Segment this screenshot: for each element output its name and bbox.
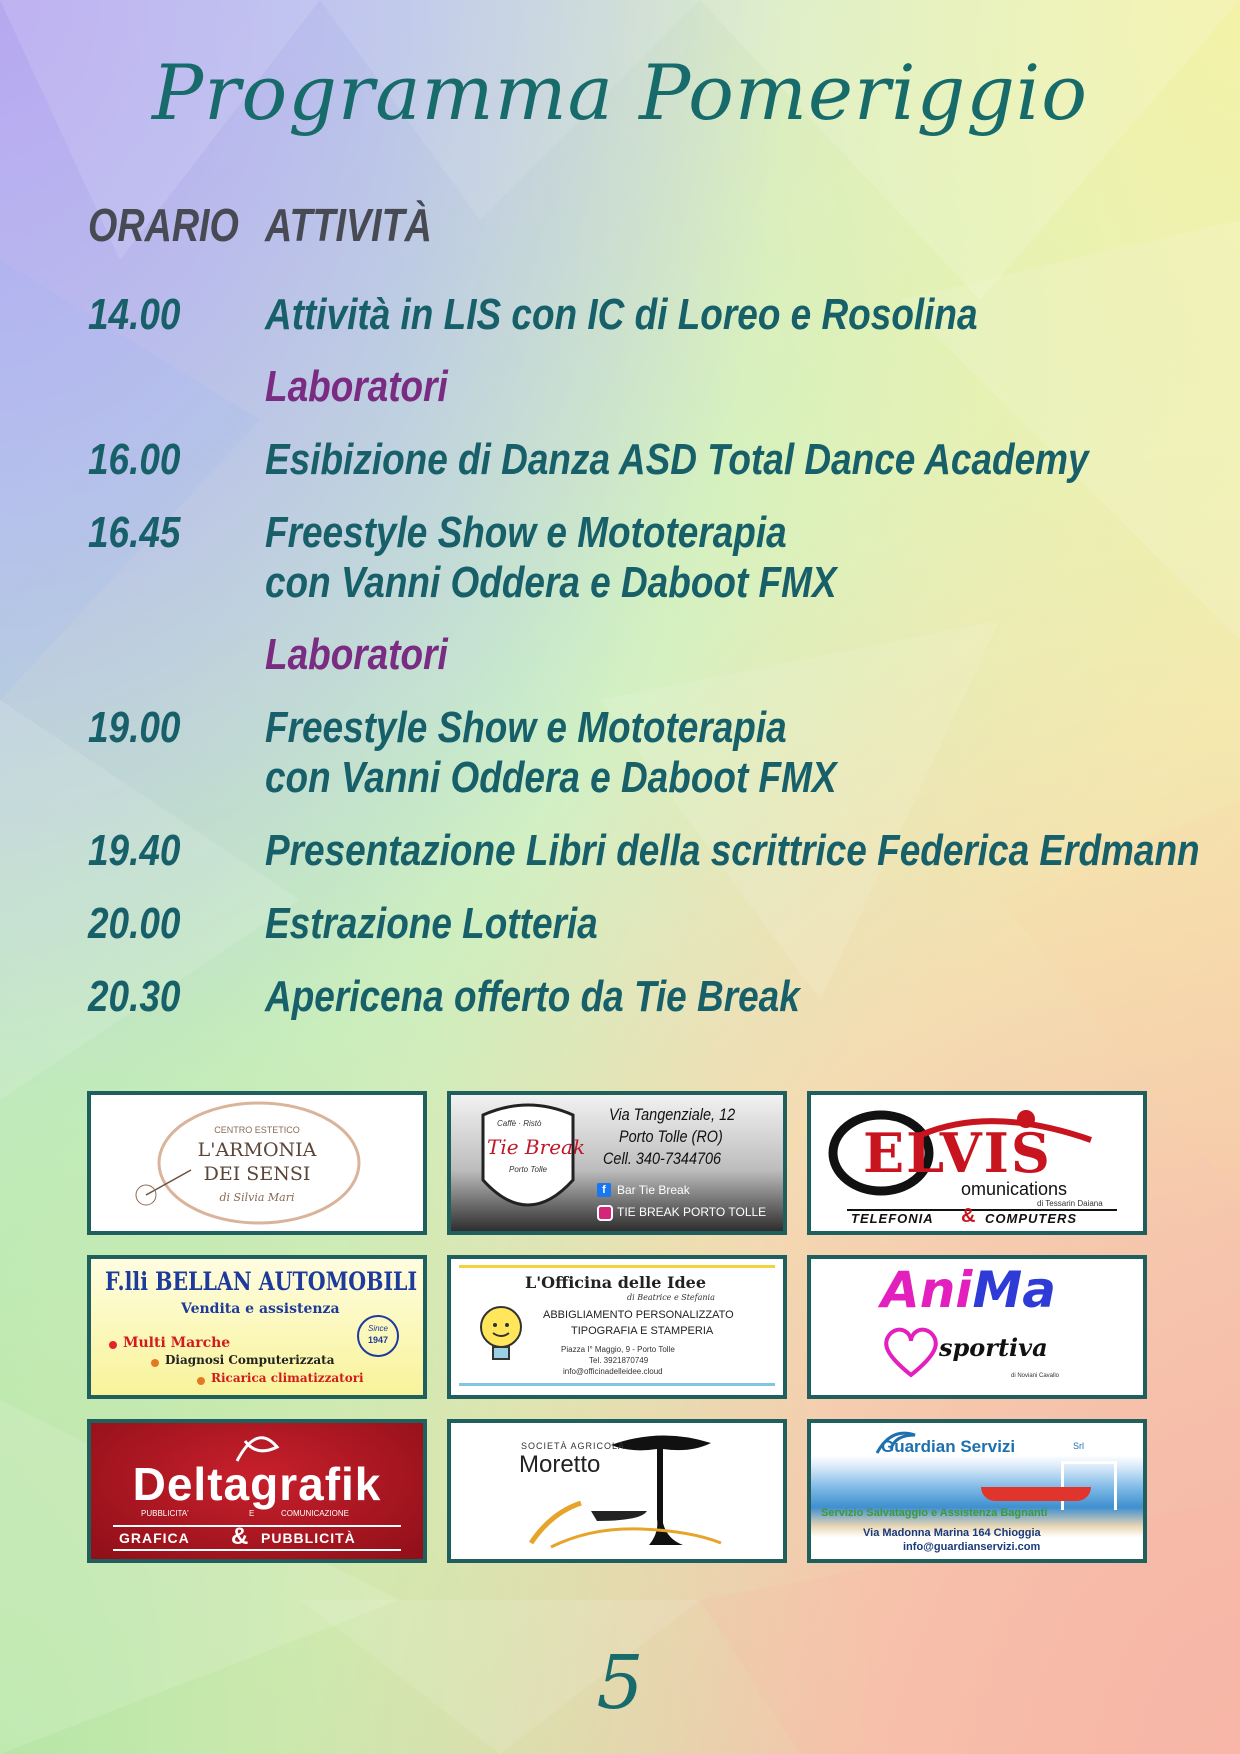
schedule-time: 20.00 — [88, 899, 181, 948]
officina-address: Piazza I° Maggio, 9 - Porto Tolle — [561, 1345, 675, 1354]
sponsor-anima-sportiva — [807, 1255, 1147, 1399]
bellan-line3: Ricarica climatizzatori — [211, 1371, 364, 1385]
moretto-name: Moretto — [519, 1451, 601, 1478]
bellan-line1: Multi Marche — [123, 1335, 231, 1351]
officina-owners: di Beatrice e Stefania — [627, 1293, 715, 1302]
deltagrafik-line1: PUBBLICITA' — [141, 1509, 189, 1518]
schedule-activity: Attività in LIS con IC di Loreo e Rosolina — [265, 290, 978, 339]
heart-icon — [881, 1325, 941, 1379]
schedule-activity: Freestyle Show e Mototerapia — [265, 508, 787, 557]
sponsor-guardian-servizi — [807, 1419, 1147, 1563]
armonia-line1: L'ARMONIA — [197, 1139, 317, 1161]
guardian-name: Guardian Servizi — [881, 1437, 1016, 1456]
elvis-logo: ELVIS — [863, 1121, 1052, 1185]
deltagrafik-bar — [113, 1525, 401, 1551]
armonia-small: CENTRO ESTETICO — [214, 1125, 300, 1135]
deltagrafik-e: E — [249, 1509, 255, 1518]
page-title: Programma Pomeriggio — [152, 48, 1088, 137]
elvis-telefonia: TELEFONIA — [851, 1211, 934, 1226]
sponsor-bellan-automobili — [87, 1255, 427, 1399]
lightbulb-icon — [471, 1299, 531, 1369]
deltagrafik-line2: COMUNICAZIONE — [281, 1509, 349, 1518]
sponsor-elvis-comunications — [807, 1091, 1147, 1235]
bellan-line2: Diagnosi Computerizzata — [165, 1353, 335, 1367]
anima-logo-part2: Ma — [972, 1261, 1056, 1319]
guardian-srl: Srl — [1073, 1441, 1084, 1451]
schedule-time: 20.30 — [88, 972, 181, 1021]
facebook-icon: f — [597, 1183, 611, 1197]
officina-line1: ABBIGLIAMENTO PERSONALIZZATO — [543, 1309, 734, 1321]
guardian-tagline: Servizio Salvataggio e Assistenza Bagnanti — [821, 1507, 1048, 1519]
schedule-time: 19.40 — [88, 826, 181, 875]
schedule-time: 16.45 — [88, 508, 181, 557]
moretto-top: SOCIETÀ AGRICOLA — [521, 1441, 626, 1451]
deltagrafik-grafica: GRAFICA — [119, 1530, 190, 1546]
sponsor-grid — [87, 1091, 1153, 1569]
anima-owner: di Noviani Cavallo — [1011, 1373, 1060, 1379]
schedule-time: 16.00 — [88, 435, 181, 484]
officina-line2: TIPOGRAFIA E STAMPERIA — [571, 1325, 714, 1337]
officina-phone: Tel. 3921870749 — [589, 1356, 649, 1365]
lifeguard-tower-icon — [1061, 1461, 1117, 1510]
tie-break-phone: Cell. 340-7344706 — [603, 1149, 722, 1168]
tie-break-logo-top: Caffè · Ristò — [497, 1119, 542, 1128]
officina-top-bar — [459, 1265, 775, 1268]
deltagrafik-ampersand: & — [231, 1523, 249, 1550]
elvis-computers: COMPUTERS — [985, 1211, 1078, 1226]
armonia-line2: DEI SENSI — [203, 1163, 311, 1185]
tie-break-address2: Porto Tolle (RO) — [619, 1127, 723, 1146]
schedule-activity-laboratori: Laboratori — [265, 630, 448, 679]
officina-bottom-bar — [459, 1383, 775, 1386]
sponsor-deltagrafik — [87, 1419, 427, 1563]
schedule-time: 19.00 — [88, 703, 181, 752]
tie-break-logo-sub: Porto Tolle — [509, 1165, 547, 1174]
page-number: 5 — [596, 1640, 644, 1726]
schedule-activity: Freestyle Show e Mototerapia — [265, 703, 787, 752]
officina-email: info@officinadelleidee.cloud — [563, 1367, 663, 1376]
anima-logo-part1: Ani — [881, 1261, 973, 1319]
deltagrafik-pubblicita: PUBBLICITÀ — [261, 1530, 356, 1546]
activity-column-header: ATTIVITÀ — [265, 199, 432, 251]
schedule-activity-laboratori: Laboratori — [265, 362, 448, 411]
time-column-header: ORARIO — [88, 199, 239, 251]
bellan-sub: Vendita e assistenza — [181, 1301, 340, 1317]
bellan-badge-since: Since — [367, 1324, 388, 1333]
instagram-icon — [597, 1205, 613, 1221]
tie-break-address1: Via Tangenziale, 12 — [609, 1105, 736, 1124]
sponsor-moretto — [447, 1419, 787, 1563]
tie-break-facebook: Bar Tie Break — [617, 1183, 690, 1197]
schedule-activity: Esibizione di Danza ASD Total Dance Academy — [265, 435, 1089, 484]
sponsor-officina-delle-idee — [447, 1255, 787, 1399]
bellan-badge-year: 1947 — [367, 1335, 389, 1345]
bullet-icon — [109, 1341, 117, 1349]
anima-sub: sportiva — [939, 1333, 1048, 1362]
sponsor-armonia-dei-sensi — [87, 1091, 427, 1235]
deltagrafik-name: Deltagrafik — [132, 1458, 382, 1510]
bullet-icon — [197, 1377, 205, 1385]
bellan-since-badge — [357, 1315, 399, 1357]
rescue-boat-icon — [981, 1487, 1091, 1501]
tie-break-instagram: TIE BREAK PORTO TOLLE — [617, 1205, 767, 1219]
tie-break-logo: Tie Break — [487, 1135, 586, 1159]
schedule-activity-line2: con Vanni Oddera e Daboot FMX — [265, 558, 837, 607]
officina-name: L'Officina delle Idee — [525, 1273, 706, 1292]
bullet-icon — [151, 1359, 159, 1367]
schedule-activity: Estrazione Lotteria — [265, 899, 598, 948]
elvis-tagline: omunications — [961, 1179, 1068, 1199]
schedule-activity-line2: con Vanni Oddera e Daboot FMX — [265, 753, 837, 802]
schedule-activity: Presentazione Libri della scrittrice Federica Erdmann — [265, 826, 1200, 875]
elvis-ampersand: & — [961, 1205, 976, 1227]
guardian-address: Via Madonna Marina 164 Chioggia — [863, 1527, 1041, 1539]
schedule-activity: Apericena offerto da Tie Break — [265, 972, 800, 1021]
bellan-name: F.lli BELLAN AUTOMOBILI — [105, 1267, 418, 1296]
sponsor-tie-break — [447, 1091, 787, 1235]
armonia-signature: di Silvia Mari — [219, 1191, 295, 1204]
anima-logo — [881, 1261, 1056, 1319]
schedule-time: 14.00 — [88, 290, 181, 339]
tie-break-logo-shield — [473, 1095, 586, 1231]
elvis-owner: di Tessarin Daiana — [1037, 1199, 1103, 1208]
guardian-email: info@guardianservizi.com — [903, 1541, 1041, 1553]
